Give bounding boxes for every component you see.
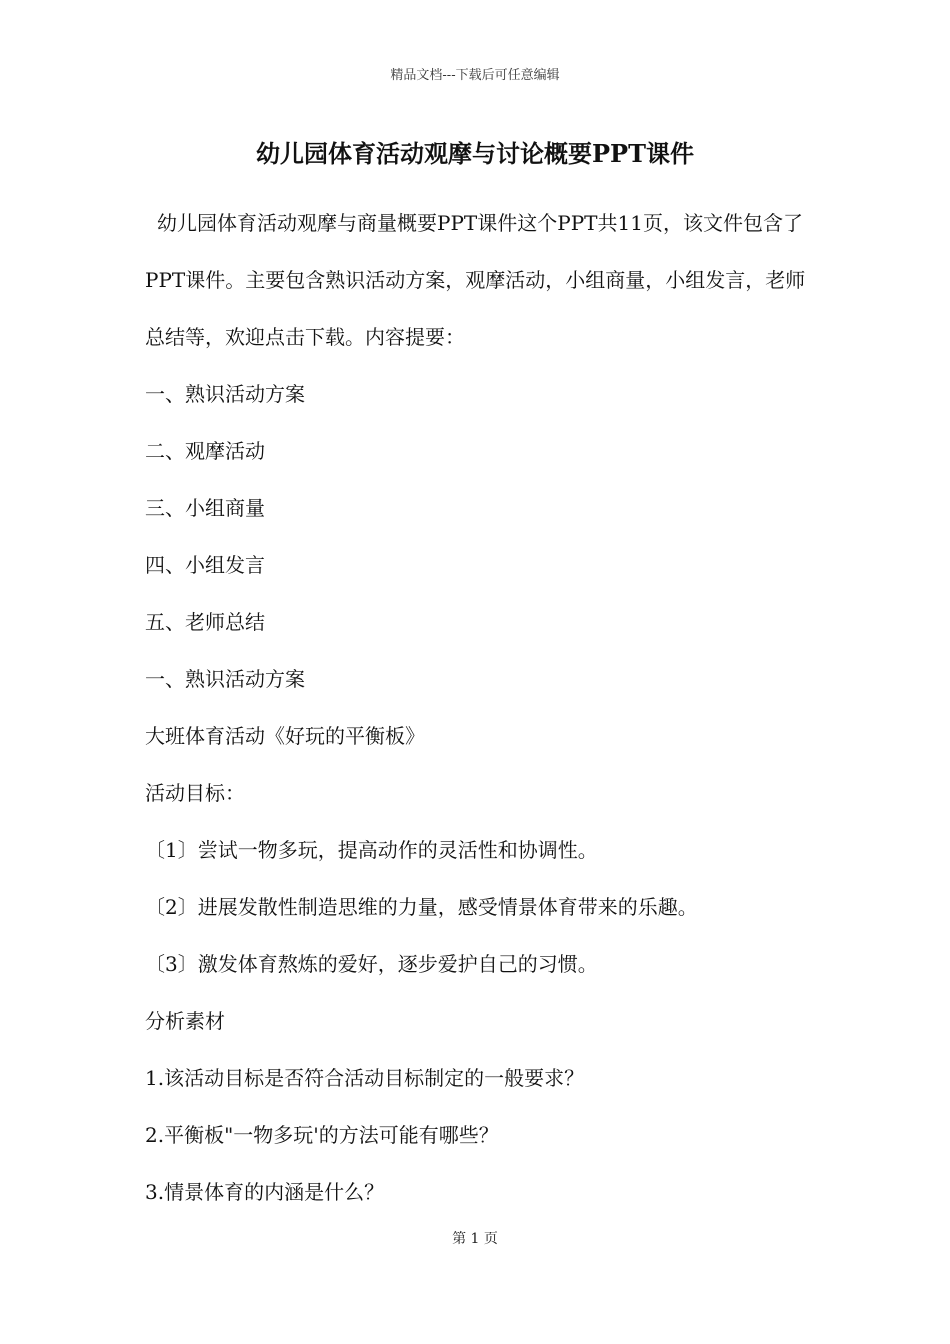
section-heading: 一、熟识活动方案: [145, 667, 305, 691]
page-number: 第 1 页: [452, 1231, 498, 1247]
question-item: 2.平衡板"一物多玩'的方法可能有哪些？: [145, 1123, 499, 1147]
document-title: 幼儿园体育活动观摩与讨论概要PPT课件: [256, 139, 694, 168]
page-header: 精品文档---下载后可任意编辑: [390, 68, 560, 83]
intro-text: 幼儿园体育活动观摩与商量概要PPT课件这个PPT共11页，该文件包含了PPT课件。主要包含熟识活动方案，观摩活动，小组商量，小组发言，老师总结等，欢迎点击下载。内容提要：: [145, 211, 806, 349]
activity-title: 大班体育活动《好玩的平衡板》: [145, 724, 425, 748]
outline-item: 五、老师总结: [145, 610, 265, 634]
content-list: [145, 366, 815, 1221]
outline-item: 一、熟识活动方案: [145, 382, 305, 406]
outline-item: 二、观摩活动: [145, 439, 265, 463]
intro-paragraph: [145, 195, 815, 366]
analysis-heading: 分析素材: [145, 1009, 225, 1033]
outline-item: 三、小组商量: [145, 496, 265, 520]
question-item: 3.情景体育的内涵是什么？: [145, 1180, 385, 1204]
goal-item: 〔2〕进展发散性制造思维的力量，感受情景体育带来的乐趣。: [145, 895, 698, 919]
outline-item: 四、小组发言: [145, 553, 265, 577]
goal-item: 〔3〕激发体育熬炼的爱好，逐步爱护自己的习惯。: [145, 952, 598, 976]
goal-item: 〔1〕尝试一物多玩，提高动作的灵活性和协调性。: [145, 838, 598, 862]
question-item: 1.该活动目标是否符合活动目标制定的一般要求？: [145, 1066, 585, 1090]
goals-heading: 活动目标：: [145, 781, 245, 805]
